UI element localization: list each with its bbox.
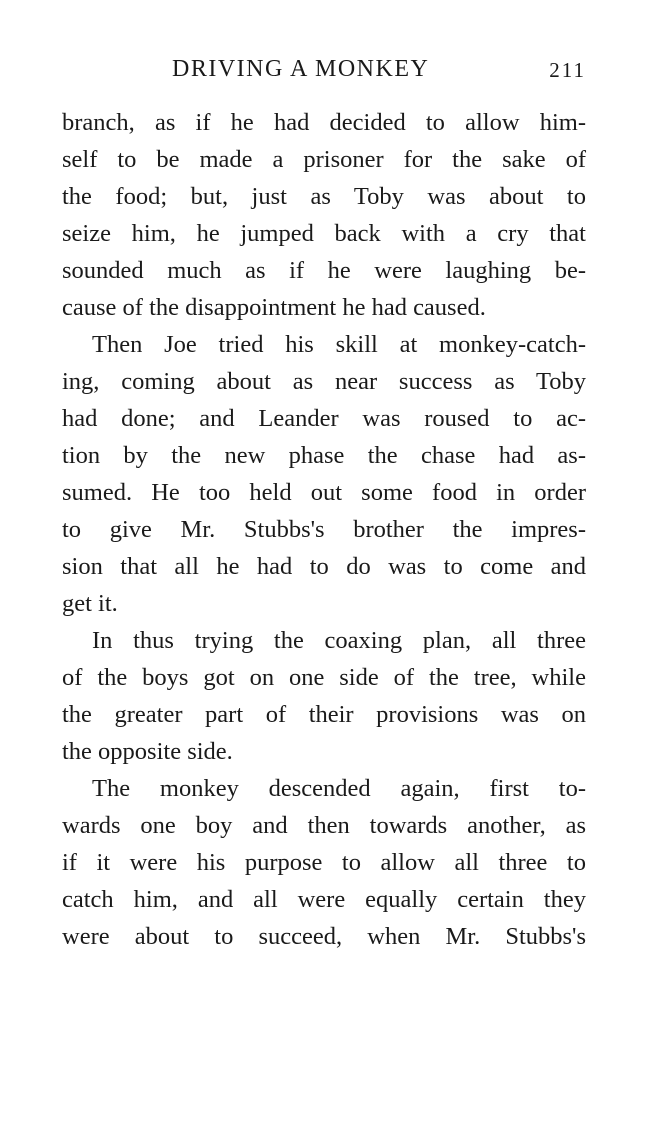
text-line: of the boys got on one side of the tree, while xyxy=(62,664,586,691)
paragraph xyxy=(62,770,586,955)
text-line: get it. xyxy=(62,590,118,617)
text-line: sion that all he had to do was to come and xyxy=(62,553,586,580)
paragraph xyxy=(62,104,586,326)
text-line: if it were his purpose to allow all three to xyxy=(62,849,586,876)
text-line: were about to succeed, when Mr. Stubbs's xyxy=(62,923,586,950)
text-line: the opposite side. xyxy=(62,738,233,765)
text-line: seize him, he jumped back with a cry that xyxy=(62,220,586,247)
text-line: the food; but, just as Toby was about to xyxy=(62,183,586,210)
text-line: catch him, and all were equally certain they xyxy=(62,886,586,913)
text-line: to give Mr. Stubbs's brother the impres- xyxy=(62,516,586,543)
text-line: ing, coming about as near success as Toby xyxy=(62,368,586,395)
text-line: the greater part of their provisions was on xyxy=(62,701,586,728)
text-line: branch, as if he had decided to allow him- xyxy=(62,109,586,136)
text-line: self to be made a prisoner for the sake of xyxy=(62,146,586,173)
text-line: tion by the new phase the chase had as- xyxy=(62,442,586,469)
text-line: The monkey descended again, first to- xyxy=(92,775,586,802)
paragraph xyxy=(62,326,586,622)
text-line: In thus trying the coaxing plan, all three xyxy=(92,627,586,654)
running-title: DRIVING A MONKEY xyxy=(172,56,430,82)
text-line: sumed. He too held out some food in order xyxy=(62,479,586,506)
paragraph xyxy=(62,622,586,770)
body-text xyxy=(62,104,586,955)
text-line: Then Joe tried his skill at monkey-catch- xyxy=(92,331,586,358)
text-line: sounded much as if he were laughing be- xyxy=(62,257,586,284)
book-page xyxy=(62,52,586,955)
running-head xyxy=(62,52,586,92)
text-line: had done; and Leander was roused to ac- xyxy=(62,405,586,432)
text-line: cause of the disappointment he had caused. xyxy=(62,294,486,321)
page-number: 211 xyxy=(549,58,586,82)
text-line: wards one boy and then towards another, as xyxy=(62,812,586,839)
